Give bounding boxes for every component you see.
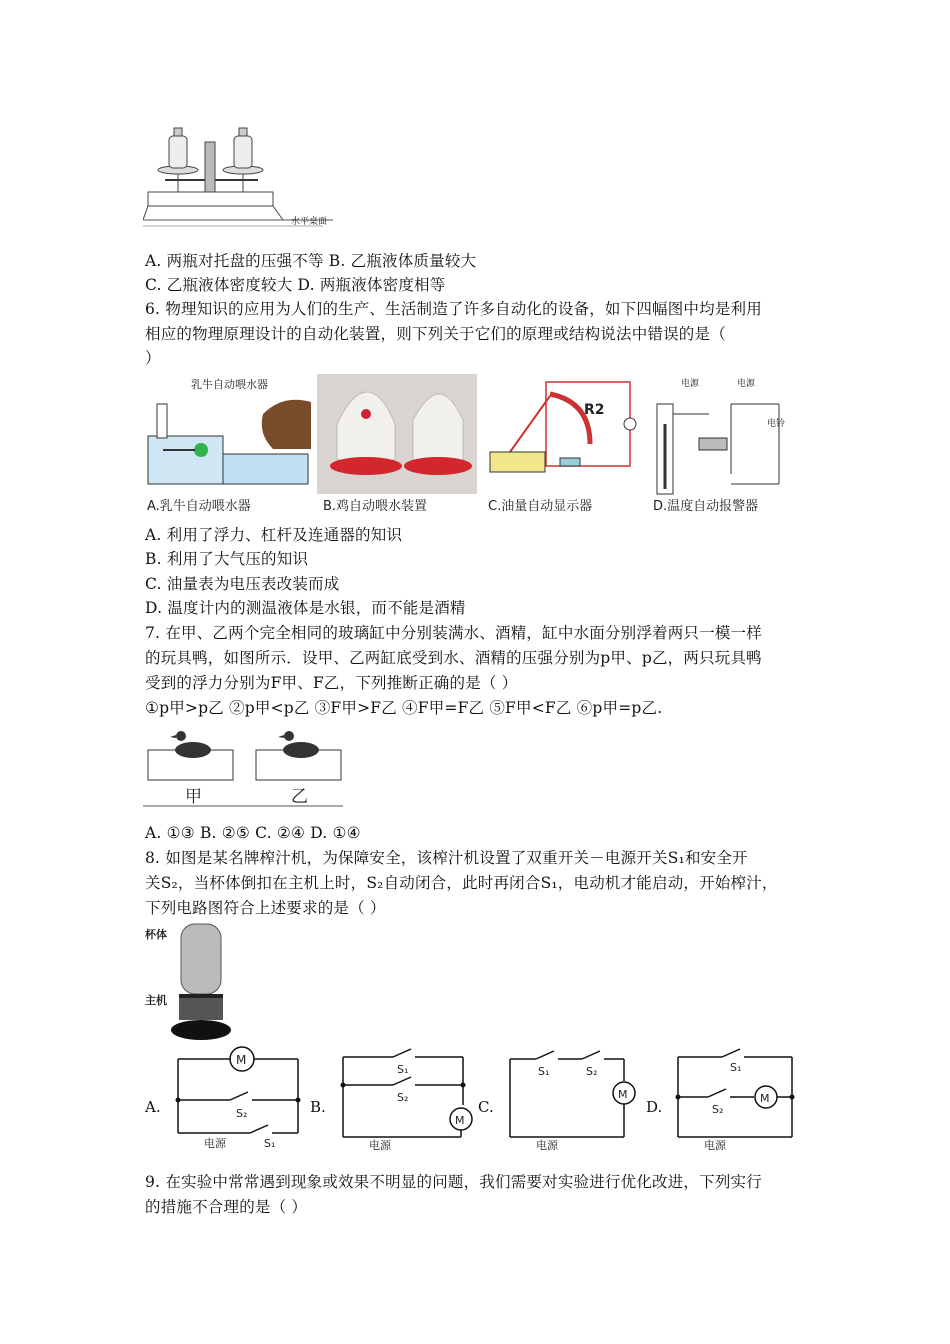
q7-options: A. ①③ B. ②⑤ C. ②④ D. ①④ [145,824,361,842]
power-d-label: 电源 [704,1139,726,1152]
switch-s1-a-label: S₁ [264,1137,276,1150]
q8-base-label: 主机 [145,994,167,1007]
q7-stem-line1: 7. 在甲、乙两个完全相同的玻璃缸中分别装满水、酒精，缸中水面分别浮着两只一模一样 [145,624,762,642]
q6-figure-d-caption: D.温度自动报警器 [653,499,759,514]
q8-circuit-b [333,1045,473,1153]
q8-option-a-label: A. [145,1098,161,1116]
q6-figure-d-power2: 电源 [737,379,756,389]
q5-options-line2: C. 乙瓶液体密度较大 D. 两瓶液体密度相等 [145,276,446,294]
q8-option-c-label: C. [478,1098,494,1116]
motor-c-label: M [618,1088,628,1101]
motor-b-label: M [455,1114,465,1127]
q6-figure-a-title: 乳牛自动喂水器 [191,378,268,391]
q6-figure-b-caption: B.鸡自动喂水装置 [323,499,428,514]
q8-circuit-c [500,1045,640,1153]
switch-s1-c-label: S₁ [538,1065,550,1078]
q6-option-b: B. 利用了大气压的知识 [145,550,309,568]
q8-circuit-d [668,1045,808,1153]
balance-scale-figure [143,120,333,230]
power-a-label: 电源 [204,1137,226,1150]
q6-stem-line1: 6. 物理知识的应用为人们的生产、生活制造了许多自动化的设备，如下四幅图中均是利用 [145,300,762,318]
q6-figure-d-bell: 电铃 [767,419,786,429]
switch-s2-b-label: S₂ [397,1091,409,1104]
q6-figure-c-caption: C.油量自动显示器 [488,499,593,514]
q8-stem-line1: 8. 如图是某名牌榨汁机，为保障安全，该榨汁机设置了双重开关－电源开关S₁和安全开 [145,849,748,867]
q6-figure-c-fuel-gauge [480,374,645,516]
q7-stem-line2: 的玩具鸭，如图所示．设甲、乙两缸底受到水、酒精的压强分别为p甲、p乙，两只玩具鸭 [145,649,762,667]
switch-s1-d-label: S₁ [730,1061,742,1074]
power-c-label: 电源 [536,1139,558,1152]
q9-stem-line2: 的措施不合理的是（ ） [145,1198,308,1216]
q7-duck-tanks-figure [143,722,343,808]
q6-stem-line2: 相应的物理原理设计的自动化装置，则下列关于它们的原理或结构说法中错误的是（ [145,325,726,343]
switch-s2-a-label: S₂ [236,1107,248,1120]
q6-figure-a-cow-waterer [143,374,313,516]
motor-a-label: M [236,1053,247,1067]
q8-option-d-label: D. [646,1098,663,1116]
q9-stem-line1: 9. 在实验中常常遇到现象或效果不明显的问题，我们需要对实验进行优化改进，下列实行 [145,1173,762,1191]
q7-stem-line3: 受到的浮力分别为F甲、F乙，下列推断正确的是（ ） [145,674,518,692]
q6-figure-d-temperature-alarm [649,374,789,516]
label-jia: 甲 [185,787,202,807]
q8-circuit-a [168,1045,306,1153]
q6-figure-a-caption: A.乳牛自动喂水器 [147,499,251,514]
q8-stem-line3: 下列电路图符合上述要求的是（ ） [145,899,386,917]
q6-option-d: D. 温度计内的测温液体是水银，而不能是酒精 [145,599,466,617]
q6-figure-c-r2: R2 [584,402,605,418]
power-b-label: 电源 [369,1139,391,1152]
q6-figure-b-chicken-waterer [317,374,477,516]
q5-options-line1: A. 两瓶对托盘的压强不等 B. 乙瓶液体质量较大 [145,252,477,270]
q8-cup-label: 杯体 [145,928,167,941]
label-yi: 乙 [291,787,308,807]
switch-s2-d-label: S₂ [712,1103,724,1116]
q6-stem-line3: ） [145,349,161,367]
scale-surface-label: 水平桌面 [291,217,328,227]
q6-option-a: A. 利用了浮力、杠杆及连通器的知识 [145,526,403,544]
q8-stem-line2: 关S₂，当杯体倒扣在主机上时，S₂自动闭合，此时再闭合S₁，电动机才能启动，开始榨汁， [145,874,778,892]
q6-figure-d-power1: 电源 [681,379,700,389]
q7-statements: ①p甲>p乙 ②p甲<p乙 ③F甲>F乙 ④F甲=F乙 ⑤F甲<F乙 ⑥p甲=p乙. [145,699,663,717]
switch-s2-c-label: S₂ [586,1065,598,1078]
motor-d-label: M [760,1092,770,1105]
q8-juicer-figure [143,920,238,1042]
q8-option-b-label: B. [310,1098,326,1116]
switch-s1-b-label: S₁ [397,1063,409,1076]
q6-option-c: C. 油量表为电压表改装而成 [145,575,340,593]
